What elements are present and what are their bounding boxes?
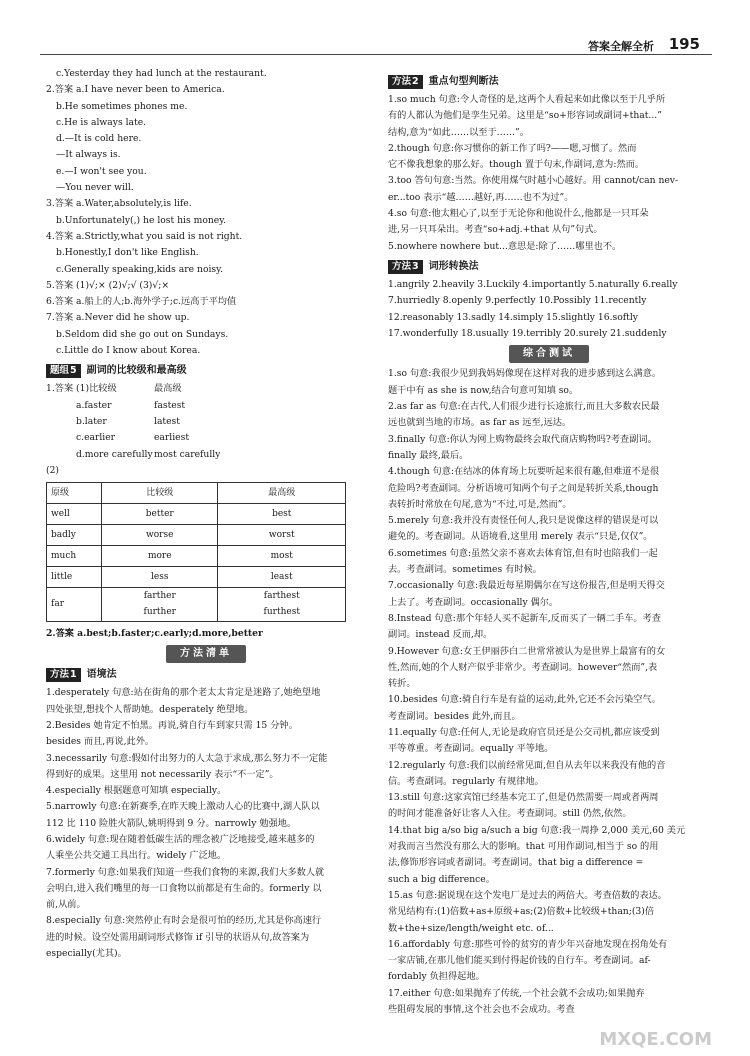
q2-answer: 2.答案 a.best;b.faster;c.early;d.more,better bbox=[46, 627, 263, 639]
answer-line: 远也就到当地的市场。as far as 远至,远达。 bbox=[388, 417, 572, 429]
answer-line: 四处张望,想找个人帮助她。desperately 绝望地。 bbox=[46, 703, 254, 715]
answer-line: 进的时候。设空处需用副词形式修饰 if 引导的状语从句,故答案为 bbox=[46, 931, 310, 943]
answer-line: besides 而且,再说,此外。 bbox=[46, 736, 155, 748]
answer-line: 6.sometimes 句意:虽然父亲不喜欢去体育馆,但有时也陪我们一起 bbox=[388, 547, 658, 559]
answer-line: b.He sometimes phones me. bbox=[56, 100, 188, 112]
answer-line: 2.though 句意:你习惯你的新工作了吗?——嗯,习惯了。然而 bbox=[388, 142, 637, 154]
answer-line: 2.as far as 句意:在古代,人们很少进行长途旅行,而且大多数农民最 bbox=[388, 401, 660, 413]
answer-line: 3.finally 句意:你认为网上购物最终会取代商店购物吗?考查副词。 bbox=[388, 433, 657, 445]
answer-line: 会明白,进入我们嘴里的每一口食物以前都是有生命的。formerly 以 bbox=[46, 882, 322, 894]
watermark-logo: MXQE.COM bbox=[599, 1029, 712, 1050]
answer-line: 17.wonderfully 18.usually 19.terribly 20.surely 21.suddenly bbox=[388, 327, 667, 339]
table-cell: far bbox=[47, 588, 102, 622]
table-header: 比较级 bbox=[102, 483, 218, 504]
answer-line: 13.still 句意:这家宾馆已经基本完工了,但是仍然需要一周或者两周 bbox=[388, 792, 659, 804]
method-tag: 方法2 bbox=[388, 75, 423, 89]
table-row bbox=[47, 504, 346, 525]
answer-line: 4.though 句意:在结冰的体育场上玩要听起来很有趣,但难道不是很 bbox=[388, 466, 660, 478]
answer-line: c.Generally speaking,kids are noisy. bbox=[56, 263, 224, 275]
answer-line: 6.widely 句意:现在随着低碳生活的理念被广泛地接受,越来越多的 bbox=[46, 833, 315, 845]
answer-line: e.—I won't see you. bbox=[56, 165, 147, 177]
answer-line: 它不像我想象的那么好。though 置于句末,作副词,意为:然而。 bbox=[388, 159, 645, 171]
answer-line: 7.hurriedly 8.openly 9.perfectly 10.Possibly 11.recently bbox=[388, 295, 647, 307]
answer-line: 表转折时常放在句尾,意为“不过,可是,然而”。 bbox=[388, 498, 572, 510]
method3-answers bbox=[388, 277, 710, 342]
group-tag: 题组5 bbox=[46, 364, 81, 378]
q1-row bbox=[46, 414, 366, 430]
q1-superlative-head: 最高级 bbox=[154, 383, 182, 395]
answer-line: b.Unfortunately(,) he lost his money. bbox=[56, 214, 227, 226]
q1-comparative: c.earlier bbox=[76, 432, 116, 444]
answer-line: 4.答案 a.Strictly,what you said is not right. bbox=[46, 230, 243, 242]
answer-line: —It always is. bbox=[56, 149, 121, 161]
header-title: 答案全解全析 bbox=[588, 40, 654, 53]
answer-line: 法,修饰形容词或者副词。考查副词。that big a difference = bbox=[388, 857, 644, 869]
answer-line: 2.答案 a.I have never been to America. bbox=[46, 84, 225, 96]
method2-heading bbox=[388, 74, 710, 90]
method3-heading bbox=[388, 259, 710, 275]
answer-line: 7.occasionally 句意:我最近每星期偶尔在写这份报告,但是明天得交 bbox=[388, 580, 665, 592]
q1-comparative: b.later bbox=[76, 415, 107, 427]
answer-line: —You never will. bbox=[56, 182, 134, 194]
table-cell: better bbox=[102, 504, 218, 525]
answer-line: 3.necessarily 句意:假如付出努力的人太急于求成,那么努力不一定能 bbox=[46, 752, 328, 764]
answer-line: 3.答案 a.Water,absolutely,is life. bbox=[46, 198, 192, 210]
answer-line: 7.答案 a.Never did he show up. bbox=[46, 312, 190, 324]
answer-line: 1.so 句意:我很少见到我妈妈像现在这样对我的进步感到这么满意。 bbox=[388, 368, 662, 380]
answer-line: 有的人都认为他们是孪生兄弟。这里是“so+形容词或副词+that...” bbox=[388, 110, 662, 122]
method-tag: 方法1 bbox=[46, 668, 81, 682]
answer-line: 5.merely 句意:我并没有责怪任何人,我只是说像这样的错误是可以 bbox=[388, 515, 659, 527]
answer-line: 3.too 答句句意:当然。你使用煤气时越小心越好。用 cannot/can nev- bbox=[388, 175, 679, 187]
answer-line: 12.regularly 句意:我们以前经常见面,但自从去年以来我没有他的音 bbox=[388, 759, 666, 771]
left-column bbox=[46, 66, 366, 962]
answer-line: 常见结构有:(1)倍数+as+原级+as;(2)倍数+比较级+than;(3)倍 bbox=[388, 906, 655, 918]
answer-line: 6.答案 a.船上的人;b.海外学子;c.远高于平均值 bbox=[46, 296, 237, 308]
answer-line: 4.especially 根据题意可知填 especially。 bbox=[46, 785, 227, 797]
answer-line: 进,另一只耳朵出。考查“so+adj.+that 从句”句式。 bbox=[388, 224, 603, 236]
answer-line: 的时间才能准备好让客人入住。考查副词。still 仍然,依然。 bbox=[388, 808, 632, 820]
answer-line: finally 最终,最后。 bbox=[388, 449, 469, 461]
answer-line: especially(尤其)。 bbox=[46, 948, 127, 960]
test-banner: 综合测试 bbox=[388, 345, 710, 363]
answer-line: 5.nowhere nowhere but...意思是:除了……哪里也不。 bbox=[388, 240, 622, 252]
answer-line: 信。考查副词。regularly 有规律地。 bbox=[388, 775, 544, 787]
method3-title: 词形转换法 bbox=[428, 260, 479, 272]
answer-line: 得到好的成果。这里用 not necessarily 表示“不一定”。 bbox=[46, 768, 279, 780]
q1-rows bbox=[46, 398, 366, 463]
answer-line: 12.reasonably 13.sadly 14.simply 15.slightly 16.softly bbox=[388, 311, 638, 323]
answer-line: 些阻碍发展的事情,这个社会也不会成功。考查 bbox=[388, 1004, 575, 1016]
answer-line: d.—It is cold here. bbox=[56, 133, 142, 145]
table-row bbox=[47, 525, 346, 546]
answer-line: such a big difference。 bbox=[388, 873, 495, 885]
table-cell: farther further bbox=[102, 588, 218, 622]
table-cell: less bbox=[102, 567, 218, 588]
answer-line: 9.However 句意:女王伊丽莎白二世常常被认为是世界上最富有的女 bbox=[388, 645, 666, 657]
table-cell: more bbox=[102, 546, 218, 567]
q1-row bbox=[46, 447, 366, 463]
q1-superlative: most carefully bbox=[154, 448, 221, 460]
left-top-answers bbox=[46, 66, 366, 359]
q1-row bbox=[46, 398, 366, 414]
answer-line: 题干中有 as she is now,结合句意可知填 so。 bbox=[388, 384, 579, 396]
answer-line: 1.desperately 句意:站在街角的那个老太太肯定是迷路了,她绝望地 bbox=[46, 687, 321, 699]
group5-title: 副词的比较级和最高级 bbox=[86, 365, 187, 377]
answer-line: 结构,意为“如此……以至于……”。 bbox=[388, 126, 529, 138]
answer-line: 转折。 bbox=[388, 678, 416, 690]
table-cell: worse bbox=[102, 525, 218, 546]
answer-line: 对我而言当然没有那么大的影响。that 可用作副词,相当于 so 的用 bbox=[388, 841, 659, 853]
answer-line: 副词。instead 反而,却。 bbox=[388, 629, 493, 641]
answer-line: 前,从前。 bbox=[46, 899, 86, 911]
q1-superlative: fastest bbox=[154, 399, 186, 411]
q1-row bbox=[46, 430, 366, 446]
page-header bbox=[40, 34, 712, 60]
q1-part2: (2) bbox=[46, 464, 60, 476]
table-cell: worst bbox=[218, 525, 346, 546]
table-cell: most bbox=[218, 546, 346, 567]
method2-answers bbox=[388, 92, 710, 255]
q1-comparative: a.faster bbox=[76, 399, 112, 411]
table-cell: much bbox=[47, 546, 102, 567]
answer-line: 14.that big a/so big a/such a big 句意:我一周挣 2,000 美元,60 美元 bbox=[388, 824, 686, 836]
method1-heading bbox=[46, 667, 366, 683]
q1-header-row bbox=[46, 381, 366, 397]
answer-line: b.Honestly,I don't like English. bbox=[56, 247, 199, 259]
table-cell: well bbox=[47, 504, 102, 525]
answer-line: 数+the+size/length/weight etc. of... bbox=[388, 922, 554, 934]
method1-title: 语境法 bbox=[86, 669, 117, 681]
header-rule bbox=[40, 54, 712, 55]
answer-line: 平等尊重。考查副词。equally 平等地。 bbox=[388, 743, 554, 755]
table-row bbox=[47, 588, 346, 622]
answer-line: er...too 表示“越……越好,再……也不为过”。 bbox=[388, 191, 574, 203]
method1-answers bbox=[46, 685, 366, 962]
answer-line: 5.narrowly 句意:在新赛季,在昨天晚上激动人心的比赛中,湖人队以 bbox=[46, 801, 320, 813]
degree-table bbox=[46, 482, 346, 622]
q1-superlative: earliest bbox=[154, 432, 190, 444]
group5-heading bbox=[46, 363, 366, 379]
answer-line: 性,然而,她的个人财产似乎非常少。考查副词。however“然而”,表 bbox=[388, 661, 658, 673]
table-cell: farthest furthest bbox=[218, 588, 346, 622]
q1-lead: 1.答案 (1)比较级 bbox=[46, 383, 117, 395]
answer-line: 1.so much 句意:令人奇怪的是,这两个人看起来如此像以至于几乎所 bbox=[388, 94, 666, 105]
answer-line: 人乘坐公共交通工具出行。widely 广泛地。 bbox=[46, 850, 227, 862]
answer-line: 上去了。考查副词。occasionally 偶尔。 bbox=[388, 596, 559, 608]
answer-line: 11.equally 句意:任何人,无论是政府官员还是公交司机,都应该受到 bbox=[388, 726, 660, 738]
table-cell: little bbox=[47, 567, 102, 588]
page-number: 195 bbox=[668, 35, 700, 53]
answer-line: 16.affordably 句意:那些可怜的贫穷的青少年兴奋地发现在拐角处有 bbox=[388, 938, 668, 950]
q1-comparative: d.more carefully bbox=[76, 448, 153, 460]
answer-line: c.Little do I know about Korea. bbox=[56, 345, 201, 357]
answer-line: 112 比 110 险胜火箭队,姚明得到 9 分。narrowly 勉强地。 bbox=[46, 817, 297, 829]
table-row bbox=[47, 567, 346, 588]
table-cell: badly bbox=[47, 525, 102, 546]
table-header: 原级 bbox=[47, 483, 102, 504]
answer-line: 考查副词。besides 此外,而且。 bbox=[388, 710, 521, 722]
answer-line: 8.Instead 句意:那个年轻人买不起新车,反而买了一辆二手车。考查 bbox=[388, 612, 661, 624]
answer-line: 避免的。考查副词。从语境看,这里用 merely 表示“只是,仅仅”。 bbox=[388, 531, 653, 543]
test-answers bbox=[388, 366, 710, 1018]
answer-line: 2.Besides 她肯定不怕黑。再说,骑自行车到家只需 15 分钟。 bbox=[46, 719, 298, 731]
right-column bbox=[388, 66, 710, 1018]
answer-line: 1.angrily 2.heavily 3.Luckily 4.importantly 5.naturally 6.really bbox=[388, 278, 678, 290]
answer-line: 10.besides 句意:骑自行车是有益的运动,此外,它还不会污染空气。 bbox=[388, 694, 661, 706]
table-cell: least bbox=[218, 567, 346, 588]
answer-line: 一家店铺,在那儿他们能买到付得起价钱的自行车。考查副词。af- bbox=[388, 955, 651, 967]
answer-line: 17.either 句意:如果抛弃了传统,一个社会就不会成功;如果抛弃 bbox=[388, 987, 645, 999]
table-cell: best bbox=[218, 504, 346, 525]
answer-line: 4.so 句意:他太粗心了,以至于无论你和他说什么,他都是一只耳朵 bbox=[388, 208, 649, 220]
answer-line: fordably 负担得起地。 bbox=[388, 971, 485, 983]
q1-superlative: latest bbox=[154, 415, 180, 427]
answer-line: c.Yesterday they had lunch at the restaurant. bbox=[56, 68, 267, 79]
answer-line: c.He is always late. bbox=[56, 116, 147, 128]
answer-line: 15.as 句意:据说现在这个发电厂是过去的两倍大。考查倍数的表达。 bbox=[388, 889, 667, 901]
answer-line: b.Seldom did she go out on Sundays. bbox=[56, 328, 229, 340]
answer-line: 去。考查副词。sometimes 有时候。 bbox=[388, 564, 542, 576]
answer-line: 危险吗?考查副词。分析语境可知两个句子之间是转折关系,though bbox=[388, 482, 659, 494]
answer-line: 5.答案 (1)√;× (2)√;√ (3)√;× bbox=[46, 279, 170, 291]
method-tag: 方法3 bbox=[388, 260, 423, 274]
table-row bbox=[47, 546, 346, 567]
answer-line: 7.formerly 句意:如果我们知道一些我们食物的来源,我们大多数人就 bbox=[46, 866, 325, 878]
method2-title: 重点句型判断法 bbox=[428, 75, 499, 87]
answer-line: 8.especially 句意:突然停止有时会是很可怕的经历,尤其是你高速行 bbox=[46, 915, 322, 927]
methods-banner: 方法清单 bbox=[46, 645, 366, 663]
table-header: 最高级 bbox=[218, 483, 346, 504]
